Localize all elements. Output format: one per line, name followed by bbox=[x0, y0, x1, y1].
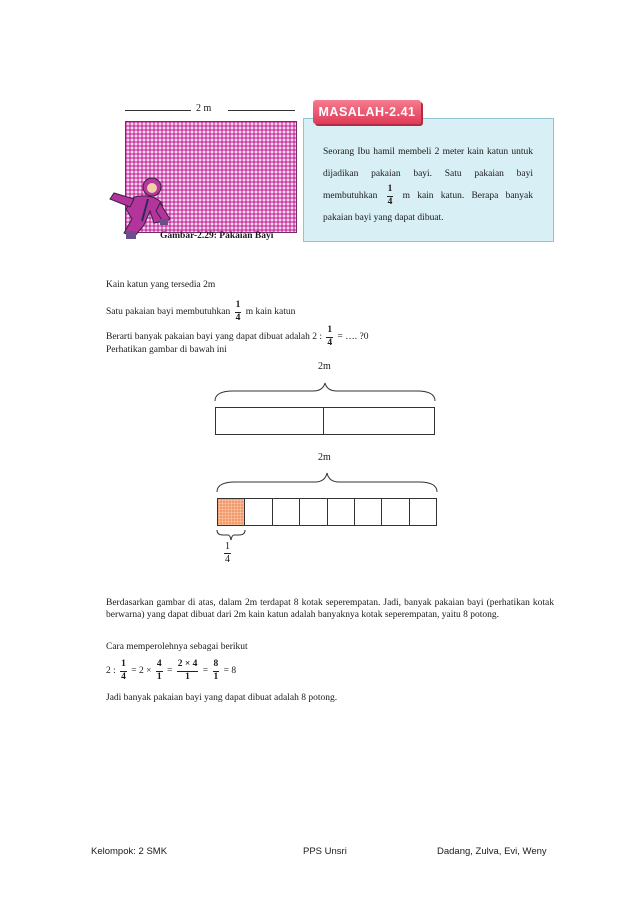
fraction-numerator: 1 bbox=[387, 185, 394, 197]
fraction-denominator: 4 bbox=[225, 554, 230, 565]
eq-fraction-3 bbox=[177, 660, 199, 682]
line3-text: Berarti banyak pakaian bayi yang dapat dibuat adalah 2 : bbox=[106, 332, 323, 343]
fraction-denominator: 1 bbox=[185, 671, 190, 682]
problem-text bbox=[323, 142, 533, 229]
eq-equals: = bbox=[202, 666, 209, 677]
fraction-numerator: 1 bbox=[326, 326, 333, 338]
fraction-numerator: 4 bbox=[156, 660, 163, 672]
fraction-numerator: 2 × 4 bbox=[177, 660, 199, 672]
equation bbox=[106, 660, 236, 682]
footer-right: Dadang, Zulva, Evi, Weny bbox=[437, 846, 547, 857]
fraction-denominator: 1 bbox=[156, 671, 162, 682]
fraction-numerator: 1 bbox=[225, 541, 230, 552]
fraction-denominator: 4 bbox=[235, 312, 241, 323]
quarter-cell bbox=[299, 498, 327, 526]
quarter-cell bbox=[354, 498, 382, 526]
problem-title: MASALAH-2.41 bbox=[313, 100, 421, 124]
quarter-cell bbox=[409, 498, 437, 526]
bar1-brace bbox=[213, 381, 437, 403]
quarter-cell bbox=[381, 498, 409, 526]
bar1-divider bbox=[323, 408, 324, 434]
eq-start: 2 : bbox=[106, 666, 116, 677]
quarter-cell bbox=[327, 498, 355, 526]
solution-line-2 bbox=[106, 301, 295, 323]
fraction-numerator: 1 bbox=[120, 660, 127, 672]
quarter-cell bbox=[244, 498, 272, 526]
solution-line-1: Kain katun yang tersedia 2m bbox=[106, 280, 216, 290]
bar-2m-halves bbox=[215, 407, 435, 435]
line2-text: Satu pakaian bayi membutuhkan bbox=[106, 307, 231, 318]
quarter-cell-colored bbox=[217, 498, 245, 526]
fraction-denominator: 4 bbox=[121, 671, 126, 682]
fraction-denominator: 4 bbox=[327, 337, 333, 348]
explanation-paragraph: Berdasarkan gambar di atas, dalam 2m terdapat 8 kotak seperempatan. Jadi, banyak pakaian bayi (perhatikan kotak berwarna) yang dapat dibuat dari 2m kain katun adalah banyaknya kotak seperempatan, yaitu 8 potong. bbox=[106, 598, 554, 620]
solution-line-4: Perhatikan gambar di bawah ini bbox=[106, 345, 227, 355]
bar1-label: 2m bbox=[318, 361, 331, 372]
figure-caption: Gambar-2.29: Pakaian Bayi bbox=[160, 231, 274, 241]
footer-center: PPS Unsri bbox=[303, 846, 347, 857]
conclusion-line: Jadi banyak pakaian bayi yang dapat dibuat adalah 8 potong. bbox=[106, 693, 338, 703]
eq-multiply: = 2 × bbox=[131, 666, 152, 677]
dimension-label: 2 m bbox=[196, 103, 212, 114]
fraction-numerator: 8 bbox=[213, 660, 220, 672]
problem-text-part2: m kain katun. Berapa banyak pakaian bayi yang dapat dibuat. bbox=[323, 191, 534, 223]
line3-fraction bbox=[326, 326, 333, 348]
eq-equals: = bbox=[166, 666, 173, 677]
dimension-line-right bbox=[228, 110, 295, 111]
bar2-brace bbox=[215, 470, 439, 494]
dimension-line-left bbox=[125, 110, 191, 111]
problem-text-part1: Seorang Ibu hamil membeli 2 meter kain katun untuk dijadikan pakaian bayi. Satu pakaian bayi membutuhkan bbox=[323, 147, 533, 202]
fraction-denominator: 4 bbox=[387, 196, 393, 207]
footer-left: Kelompok: 2 SMK bbox=[91, 846, 168, 857]
line2-fraction bbox=[235, 301, 242, 323]
bar-2m-quarters bbox=[217, 498, 437, 526]
line3-result: = …. ?0 bbox=[337, 332, 369, 343]
eq-fraction-4 bbox=[213, 660, 220, 682]
line2-unit: m kain katun bbox=[245, 307, 296, 318]
eq-fraction-2 bbox=[156, 660, 163, 682]
fraction-denominator: 1 bbox=[213, 671, 219, 682]
quarter-label bbox=[222, 542, 233, 565]
eq-result: = 8 bbox=[223, 666, 237, 677]
eq-fraction-1 bbox=[120, 660, 127, 682]
method-line: Cara memperolehnya sebagai berikut bbox=[106, 642, 248, 652]
fraction-numerator: 1 bbox=[235, 301, 242, 313]
quarter-fraction bbox=[224, 542, 231, 565]
bar2-label: 2m bbox=[318, 452, 331, 463]
quarter-brace bbox=[215, 528, 247, 542]
quarter-cell bbox=[272, 498, 300, 526]
problem-fraction bbox=[387, 185, 394, 207]
